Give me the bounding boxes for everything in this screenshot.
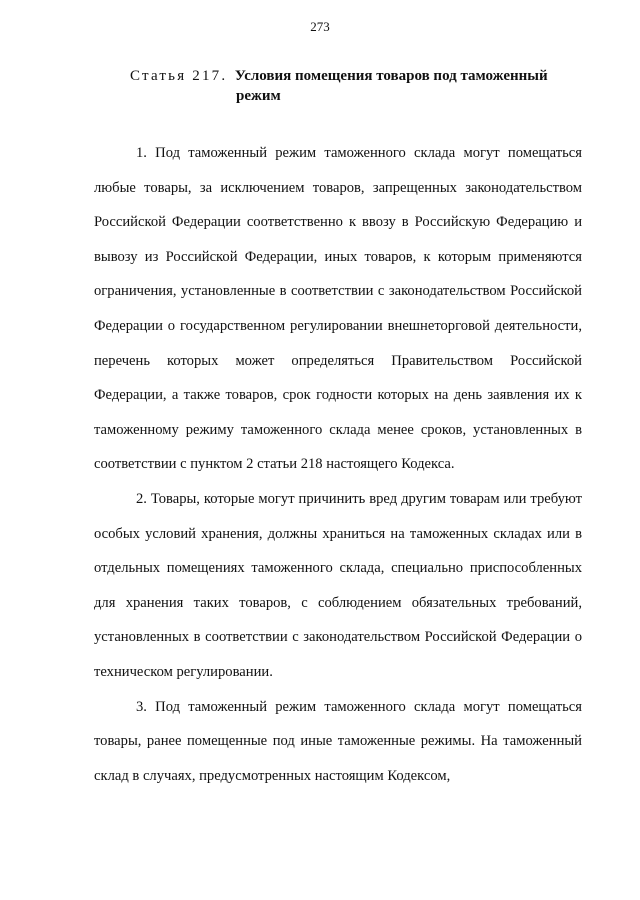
article-title: Условия помещения товаров под таможенный xyxy=(234,68,548,84)
article-body xyxy=(94,136,582,793)
paragraph-2: 2. Товары, которые могут причинить вред другим товарам или требуют особых условий хранения, должны храниться на таможенных складах или в отдельных помещениях таможенного склада, специально приспособленных для хранения таких товаров, с соблюдением обязательных требований, установленных в соответствии с законодательством Российской Федерации о техническом регулировании. xyxy=(94,490,582,680)
article-label: Статья 217. xyxy=(130,68,228,84)
page-number: 273 xyxy=(310,19,330,34)
article-title-continuation: режим xyxy=(236,88,281,104)
paragraph-3: 3. Под таможенный режим таможенного склада могут помещаться товары, ранее помещенные под иные таможенные режимы. На таможенный склад в случаях, предусмотренных настоящим Кодексом, xyxy=(94,698,582,784)
article-heading xyxy=(130,66,590,106)
paragraph-1: 1. Под таможенный режим таможенного склада могут помещаться любые товары, за исключением товаров, запрещенных законодательством Российской Федерации соответственно к ввозу в Российскую Федерацию и вывозу из Российской Федерации, иных товаров, к которым применяются ограничения, установленные в соответствии с законодательством Российской Федерации о государственном регулировании внешнеторговой деятельности, перечень которых может определяться Правительством Российской Федерации, а также товаров, срок годности которых на день заявления их к таможенному режиму таможенного склада менее сроков, установленных в соответствии с пунктом 2 статьи 218 настоящего Кодекса. xyxy=(94,145,582,473)
